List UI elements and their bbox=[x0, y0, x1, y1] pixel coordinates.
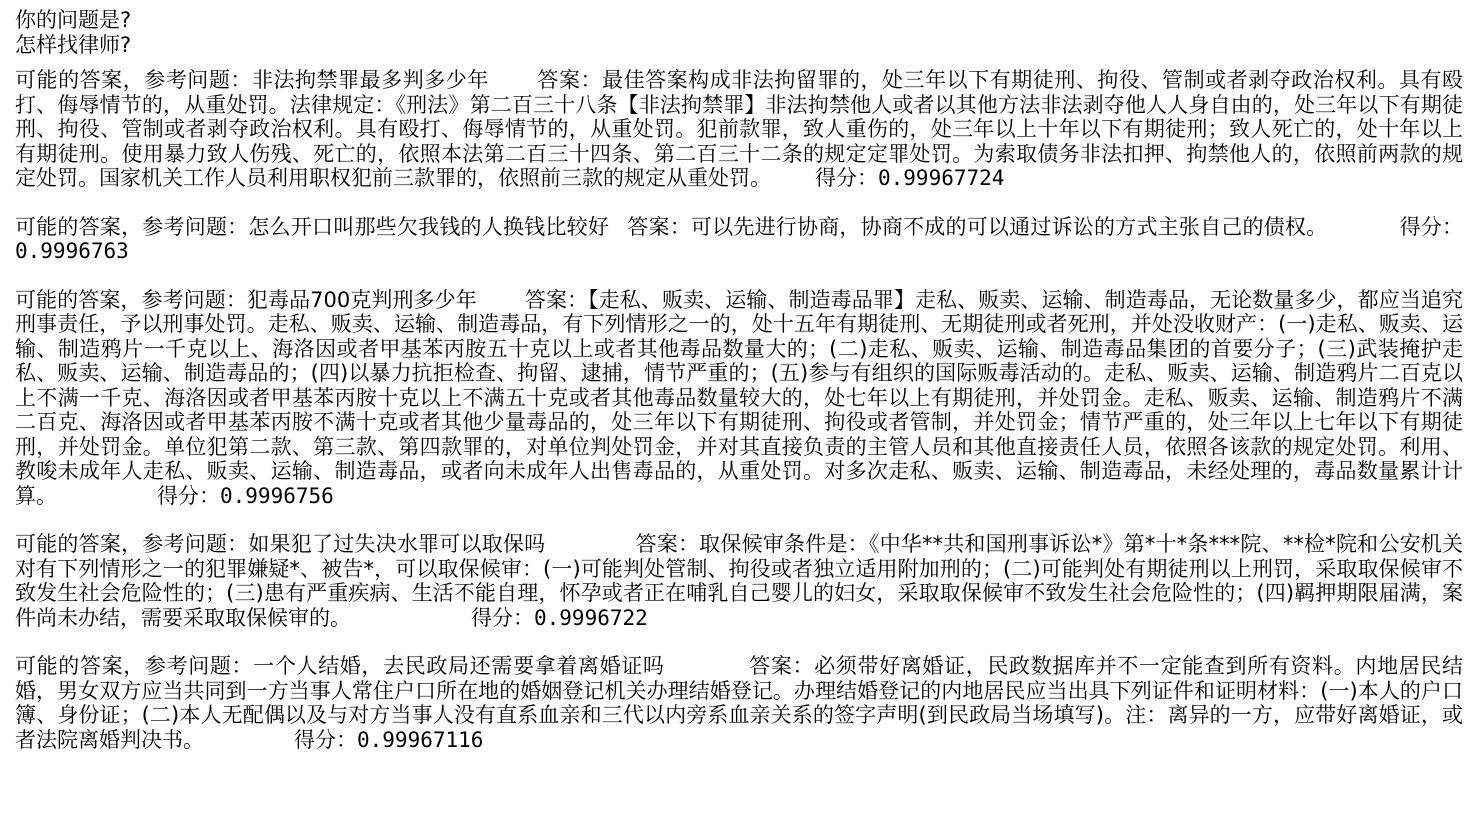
possible-answer-label: 可能的答案，参考问题： bbox=[15, 68, 252, 92]
answer-item bbox=[15, 68, 1463, 191]
score-value: 0.9996722 bbox=[534, 605, 648, 630]
score-value: 0.99967116 bbox=[357, 727, 484, 752]
answer-label: 答案： bbox=[635, 532, 700, 556]
question-text: 怎样找律师? bbox=[15, 33, 132, 57]
answer-item bbox=[15, 532, 1463, 630]
answer-list bbox=[15, 68, 1463, 776]
possible-answer-label: 可能的答案，参考问题： bbox=[15, 287, 247, 312]
question-block bbox=[15, 8, 131, 58]
answer-item bbox=[15, 215, 1463, 264]
answer-text: 可以先进行协商，协商不成的可以通过诉讼的方式主张自己的债权。 bbox=[690, 214, 1328, 239]
answer-text: 最佳答案构成非法拘留罪的，处三年以下有期徒刑、拘役、管制或者剥夺政治权利。具有殴打、侮辱情节的，从重处罚。法律规定：《刑法》第二百三十八条【非法拘禁罪】非法拘禁他人或者以其他方法非法剥夺他人人身自由的，处三年以下有期徒刑、拘役、管制或者剥夺政治权利。具有殴打、侮辱情节的，从重处罚。犯前款罪，致人重伤的，处三年以上十年以下有期徒刑；致人死亡的，处十年以上有期徒刑。使用暴力致人伤残、死亡的，依照本法第二百三十四条、第二百三十二条的规定定罪处罚。为索取债务非法扣押、拘禁他人的，依照前两款的规定处罚。国家机关工作人员利用职权犯前三款罪的，依照前三款的规定从重处罚。 bbox=[15, 68, 1464, 190]
answer-item bbox=[15, 654, 1463, 752]
score-label: 得分： bbox=[294, 727, 357, 752]
score-label: 得分： bbox=[471, 605, 534, 630]
question-prompt: 你的问题是? bbox=[15, 8, 132, 32]
score-label: 得分： bbox=[1399, 214, 1464, 239]
score-value: 0.9996756 bbox=[220, 483, 334, 508]
reference-question: 非法拘禁罪最多判多少年 bbox=[251, 68, 489, 92]
possible-answer-label: 可能的答案，参考问题： bbox=[15, 214, 249, 239]
answer-text: 取保候审条件是：《中华**共和国刑事诉讼*》第*十*条***院、**检*院和公安机关对有下列情形之一的犯罪嫌疑*、被告*，可以取保候审：(一)可能判处管制、拘役或者独立适用附加刑的；(二)可能判处有期徒刑以上刑罚，采取取保候审不致发生社会危险性的；(三)患有严重疾病、生活不能自理，怀孕或者正在哺乳自己婴儿的妇女，采取取保候审不致发生社会危险性的；(四)羁押期限届满，案件尚未办结，需要采取取保候审的。 bbox=[15, 532, 1464, 630]
possible-answer-label: 可能的答案，参考问题： bbox=[15, 654, 254, 678]
score-label: 得分： bbox=[815, 166, 878, 190]
possible-answer-label: 可能的答案，参考问题： bbox=[15, 532, 249, 556]
reference-question: 如果犯了过失决水罪可以取保吗 bbox=[248, 532, 546, 556]
reference-question: 怎么开口叫那些欠我钱的人换钱比较好 bbox=[248, 214, 610, 239]
score-value: 0.9996763 bbox=[15, 239, 129, 263]
score-label: 得分： bbox=[157, 483, 220, 508]
answer-label: 答案： bbox=[536, 68, 603, 92]
answer-text: 必须带好离婚证，民政数据库并不一定能查到所有资料。内地居民结婚，男女双方应当共同到一方当事人常住户口所在地的婚姻登记机关办理结婚登记。办理结婚登记的内地居民应当出具下列证件和证明材料：(一)本人的户口簿、身份证；(二)本人无配偶以及与对方当事人没有直系血亲和三代以内旁系血亲关系的签字声明(到民政局当场填写)。注：离异的一方，应带好离婚证，或者法院离婚判决书。 bbox=[15, 654, 1464, 752]
score-value: 0.99967724 bbox=[878, 166, 1005, 190]
reference-question: 犯毒品700克判刑多少年 bbox=[246, 287, 477, 312]
answer-label: 答案： bbox=[748, 654, 815, 678]
answer-label: 答案： bbox=[627, 214, 691, 239]
answer-text: 【走私、贩卖、运输、制造毒品罪】走私、贩卖、运输、制造毒品，无论数量多少，都应当追究刑事责任，予以刑事处罚。走私、贩卖、运输、制造毒品，有下列情形之一的，处十五年有期徒刑、无期徒刑或者死刑，并处没收财产：(一)走私、贩卖、运输、制造鸦片一千克以上、海洛因或者甲基苯丙胺五十克以上或者其他毒品数量大的；(二)走私、贩卖、运输、制造毒品集团的首要分子；(三)武装掩护走私、贩卖、运输、制造毒品的；(四)以暴力抗拒检查、拘留、逮捕，情节严重的；(五)参与有组织的国际贩毒活动的。走私、贩卖、运输、制造鸦片二百克以上不满一千克、海洛因或者甲基苯丙胺十克以上不满五十克或者其他毒品数量较大的，处七年以上有期徒刑，并处罚金。走私、贩卖、运输、制造鸦片不满二百克、海洛因或者甲基苯丙胺不满十克或者其他少量毒品的，处三年以下有期徒刑、拘役或者管制，并处罚金；情节严重的，处三年以上七年以下有期徒刑，并处罚金。单位犯第二款、第三款、第四款罪的，对单位判处罚金，并对其直接负责的主管人员和其他直接责任人员，依照各该款的规定处罚。利用、教唆未成年人走私、贩卖、运输、制造毒品，或者向未成年人出售毒品的，从重处罚。对多次走私、贩卖、运输、制造毒品，未经处理的，毒品数量累计计算。 bbox=[15, 287, 1463, 508]
reference-question: 一个人结婚，去民政局还需要拿着离婚证吗 bbox=[253, 654, 665, 678]
answer-label: 答案： bbox=[524, 287, 589, 312]
answer-item bbox=[15, 288, 1463, 509]
